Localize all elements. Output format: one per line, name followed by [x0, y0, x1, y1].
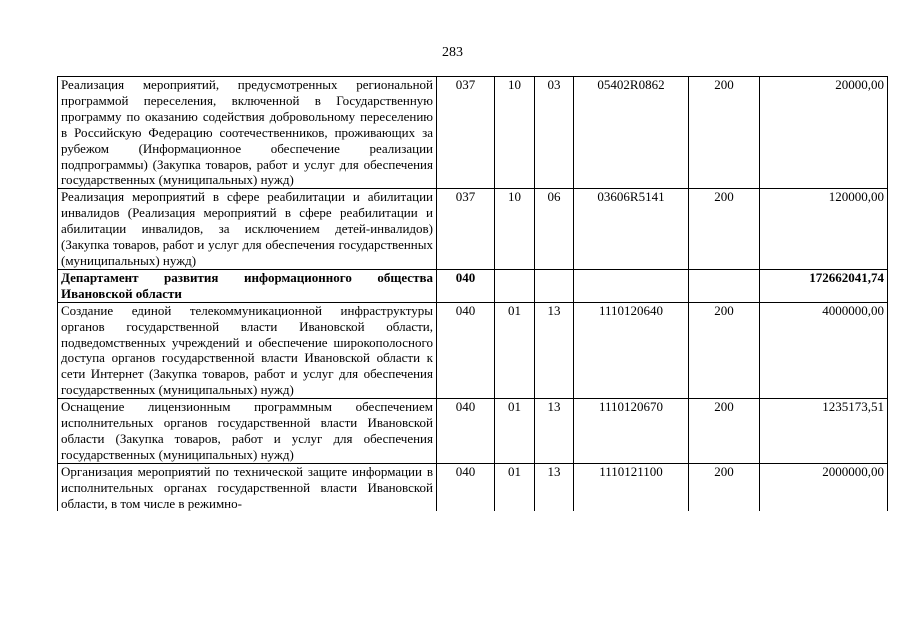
expense-type-code: 200 — [689, 302, 760, 398]
department-name: Департамент развития информационного общества Ивановской области — [58, 269, 437, 302]
target-article-code: 03606R5141 — [574, 189, 689, 270]
subsection-code: 03 — [535, 77, 574, 189]
grbs-code: 040 — [437, 463, 495, 511]
grbs-code: 037 — [437, 77, 495, 189]
target-article-code: 1110120670 — [574, 399, 689, 464]
grbs-code: 040 — [437, 269, 495, 302]
target-article-code: 1110121100 — [574, 463, 689, 511]
target-article-code: 05402R0862 — [574, 77, 689, 189]
page-number: 283 — [442, 45, 463, 60]
section-code: 10 — [495, 77, 535, 189]
section-code: 01 — [495, 399, 535, 464]
budget-table — [57, 76, 888, 511]
amount: 2000000,00 — [760, 463, 888, 511]
expense-type-code — [689, 269, 760, 302]
expense-name: Создание единой телекоммуникационной инфраструктуры органов государственной власти Ивановской области, подведомственных учреждений и обеспечение широкополосного доступа органов государственной власти Ивановской области к сети Интернет (Закупка товаров, работ и услуг для обеспечения государственных (муниципальных) нужд) — [58, 302, 437, 398]
amount: 1235173,51 — [760, 399, 888, 464]
subsection-code: 13 — [535, 302, 574, 398]
target-article-code — [574, 269, 689, 302]
amount: 20000,00 — [760, 77, 888, 189]
grbs-code: 040 — [437, 302, 495, 398]
expense-type-code: 200 — [689, 189, 760, 270]
grbs-code: 037 — [437, 189, 495, 270]
expense-type-code: 200 — [689, 399, 760, 464]
section-code — [495, 269, 535, 302]
grbs-code: 040 — [437, 399, 495, 464]
table-row — [58, 399, 888, 464]
expense-name: Оснащение лицензионным программным обеспечением исполнительных органов государственной власти Ивановской области (Закупка товаров, работ и услуг для обеспечения государственных (муниципальных) нужд) — [58, 399, 437, 464]
expense-type-code: 200 — [689, 463, 760, 511]
amount: 4000000,00 — [760, 302, 888, 398]
table-row — [58, 302, 888, 398]
expense-name: Организация мероприятий по технической защите информации в исполнительных органах государственной власти Ивановской области, в том числе в режимно- — [58, 463, 437, 511]
section-code: 10 — [495, 189, 535, 270]
table-row — [58, 463, 888, 511]
amount: 120000,00 — [760, 189, 888, 270]
expense-name: Реализация мероприятий, предусмотренных региональной программой переселения, включенной в Государственную программу по оказанию содействия добровольному переселению в Российскую Федерацию соотечественников, проживающих за рубежом (Информационное обеспечение реализации подпрограммы) (Закупка товаров, работ и услуг для обеспечения государственных (муниципальных) нужд) — [58, 77, 437, 189]
section-code: 01 — [495, 302, 535, 398]
table-row — [58, 77, 888, 189]
subsection-code: 13 — [535, 463, 574, 511]
target-article-code: 1110120640 — [574, 302, 689, 398]
subsection-code: 13 — [535, 399, 574, 464]
table-row — [58, 189, 888, 270]
department-row — [58, 269, 888, 302]
department-total-amount: 172662041,74 — [760, 269, 888, 302]
subsection-code — [535, 269, 574, 302]
expense-name: Реализация мероприятий в сфере реабилитации и абилитации инвалидов (Реализация мероприятий в сфере реабилитации и абилитации инвалидов, за исключением детей-инвалидов) (Закупка товаров, работ и услуг для обеспечения государственных (муниципальных) нужд) — [58, 189, 437, 270]
subsection-code: 06 — [535, 189, 574, 270]
expense-type-code: 200 — [689, 77, 760, 189]
section-code: 01 — [495, 463, 535, 511]
